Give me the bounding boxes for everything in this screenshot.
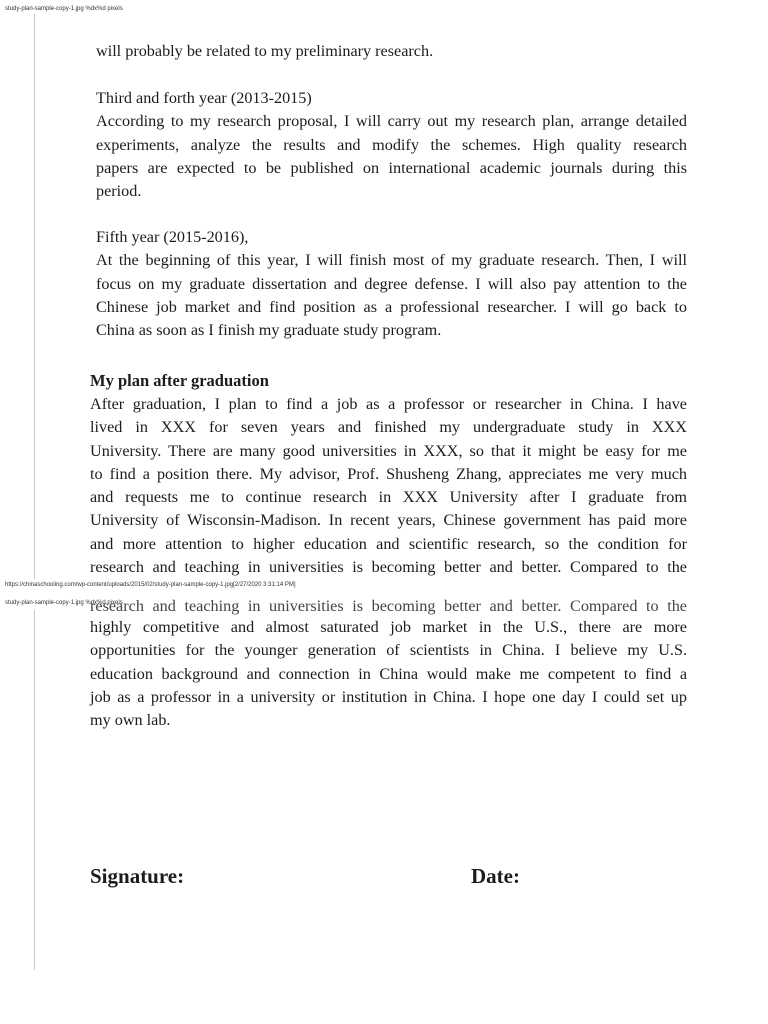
text-line: to find a position there. My advisor, Prof. Shusheng Zhang, appreciates me very much <box>90 464 687 483</box>
third-year-title: Third and forth year (2013-2015) <box>96 89 312 107</box>
text-line: After graduation, I plan to find a job as a professor or researcher in China. I have <box>90 395 687 413</box>
text-line-cut: research and teaching in universities is becoming better and better. Compared to the <box>90 597 687 615</box>
third-year-section <box>96 87 687 203</box>
text-line: my own lab. <box>90 711 171 730</box>
section-heading: My plan after graduation <box>90 371 269 390</box>
text-line: China as soon as I finish my graduate study program. <box>96 321 442 340</box>
text-line: focus on my graduate dissertation and degree defense. I will also pay attention to the <box>96 274 687 293</box>
text-line: and more attention to higher education and scientific research, so the condition for <box>90 534 687 553</box>
text-line: will probably be related to my preliminary research. <box>96 42 434 60</box>
print-header: study-plan-sample-copy-1.jpg %dx%d pixels <box>5 6 123 12</box>
text-line: Chinese job market and find position as a professional researcher. I will go back to <box>96 297 687 316</box>
text-line: job as a professor in a university or institution in China. I hope one day I could set up <box>90 687 687 706</box>
date-label: Date: <box>471 864 520 888</box>
text-line: lived in XXX for seven years and finished my undergraduate study in XXX <box>90 418 687 437</box>
intro-line <box>96 40 687 63</box>
text-line: education background and connection in China would make me competent to find a <box>90 664 687 683</box>
page-margin-line <box>34 610 35 970</box>
text-line: opportunities for the younger generation of scientists in China. I believe my U.S. <box>90 641 687 660</box>
fifth-year-section <box>96 226 687 342</box>
print-header: study-plan-sample-copy-1.jpg %dx%d pixels <box>5 600 123 606</box>
page-margin-line <box>34 14 35 579</box>
text-line: University. There are many good universities in XXX, so that it might be easy for me <box>90 441 687 460</box>
text-line: and requests me to continue research in XXX University after I graduate from <box>90 488 687 507</box>
text-line: experiments, analyze the results and modify the schemes. High quality research <box>96 135 687 154</box>
print-footer-url: https://chinaschooling.com/wp-content/uploads/2015/02/study-plan-sample-copy-1.jpg[2/27/2020 3:31:14 PM] <box>5 582 296 588</box>
text-line-cut: research and teaching in universities is becoming better and better. Compared to the <box>90 558 687 577</box>
text-line: papers are expected to be published on international academic journals during this <box>96 158 687 177</box>
signature-label: Signature: <box>90 864 185 888</box>
text-line: highly competitive and almost saturated job market in the U.S., there are more <box>90 618 687 636</box>
text-line: According to my research proposal, I will carry out my research plan, arrange detailed <box>96 112 687 131</box>
fifth-year-title: Fifth year (2015-2016), <box>96 228 249 246</box>
text-line: University of Wisconsin-Madison. In recent years, Chinese government has paid more <box>90 511 687 530</box>
plan-paragraph-part1 <box>90 393 687 577</box>
text-line: At the beginning of this year, I will finish most of my graduate research. Then, I will <box>96 251 687 270</box>
plan-paragraph-part2 <box>90 616 687 732</box>
text-line: period. <box>96 182 142 201</box>
